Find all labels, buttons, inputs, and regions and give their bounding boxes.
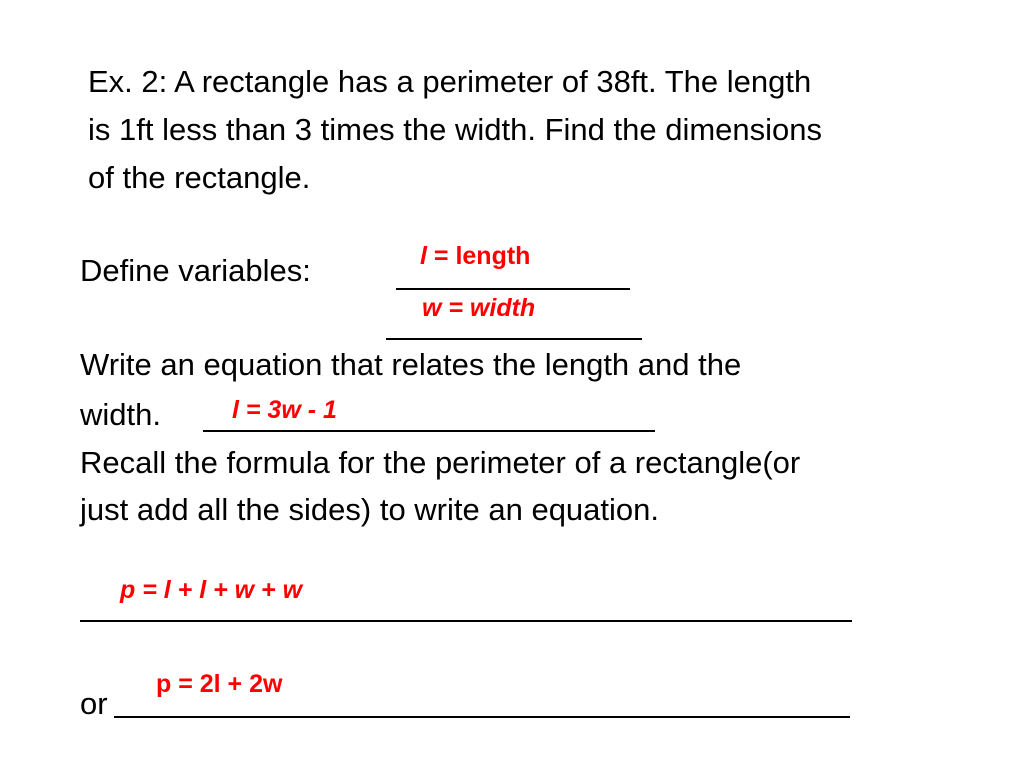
equation-blank [203, 430, 655, 432]
variable-answer-width: w = width [422, 294, 536, 322]
variable-blank-1 [396, 288, 630, 290]
problem-line-2: is 1ft less than 3 times the width. Find the dimensions [88, 112, 823, 147]
or-label: or [80, 686, 108, 721]
equation-prompt-width-label: width. [80, 397, 161, 432]
equation-prompt-line-1: Write an equation that relates the length and the [80, 347, 742, 382]
variable-blank-2 [386, 338, 642, 340]
perimeter-blank-2 [114, 716, 850, 718]
perimeter-blank-1 [80, 620, 852, 622]
variable-l: l [420, 242, 427, 270]
perimeter-prompt-line-2: just add all the sides) to write an equation. [80, 492, 660, 527]
perimeter-answer-2: p = 2l + 2w [156, 670, 283, 698]
define-variables-label: Define variables: [80, 253, 311, 288]
perimeter-prompt-line-1: Recall the formula for the perimeter of a rectangle(or [80, 445, 801, 480]
equation-answer: l = 3w - 1 [232, 396, 337, 424]
perimeter-answer-1: p = l + l + w + w [120, 576, 303, 604]
variable-length-text: = length [426, 242, 531, 270]
variable-answer-length [420, 244, 530, 269]
problem-line-1: Ex. 2: A rectangle has a perimeter of 38ft. The length [88, 64, 812, 99]
problem-line-3: of the rectangle. [88, 160, 311, 195]
